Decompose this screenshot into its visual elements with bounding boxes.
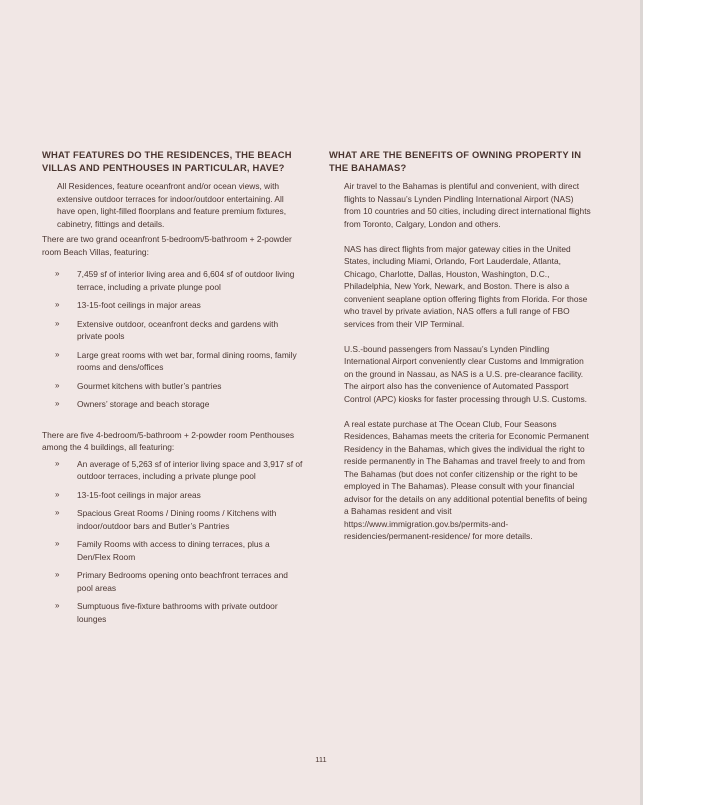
list-item: » Extensive outdoor, oceanfront decks and gardens with private pools (55, 318, 279, 341)
bullet-chevron-icon: » (55, 380, 60, 390)
list-item: » Gourmet kitchens with butler’s pantries (55, 380, 222, 391)
bullet-chevron-icon: » (55, 399, 60, 408)
bullet-chevron-icon: » (55, 508, 60, 517)
bullet-chevron-icon: » (55, 570, 60, 579)
bullet-chevron-icon: » (55, 318, 60, 328)
list-item: » 13-15-foot ceilings in major areas (55, 300, 201, 310)
list-item: » An average of 5,263 sf of interior living space and 3,917 sf of outdoor terraces, including a private plunge pool (55, 458, 303, 481)
page-number: 111 (315, 755, 327, 764)
list-item: » 13-15-foot ceilings in major areas (55, 489, 201, 500)
villas-lead: There are two grand oceanfront 5-bedroom/5-bathroom + 2-powder room Beach Villas, featuring: (42, 234, 292, 257)
residency-paragraph: A real estate purchase at The Ocean Club, Four Seasons Residences, Bahamas meets the criteria for Economic Permanent Residency in the Bahamas, which gives the individual the right to reside permanently in The Bahamas and travel freely to and from The Bahamas (but does not confer citizenship or the right to be employed in The Bahamas). Please consult with your financial advisor for the details on any additional potential benefits of being a Bahamas resident and visit https://www.immigration.gov.bs/permits-and-residencies/permanent-residence/ for more details. (344, 418, 589, 541)
penthouse-bullet-list (42, 458, 304, 626)
customs-paragraph: U.S.-bound passengers from Nassau’s Lynden Pindling International Airport conveniently clear Customs and Immigration on the ground in Nassau, as NAS is a U.S. pre-clearance facility. The airport also has the convenience of Automated Passport Control (APC) kiosks for faster processing through U.S. Customs. (344, 343, 587, 404)
right-column (329, 148, 591, 555)
air-travel-paragraph: Air travel to the Bahamas is plentiful and convenient, with direct flights to Nassau’s Lynden Pindling International Airport (NAS) from 10 countries and 50 cities, including direct international flights from Toronto, Calgary, London and others. (344, 181, 591, 229)
villas-bullet-list (42, 268, 304, 411)
features-heading: WHAT FEATURES DO THE RESIDENCES, THE BEACH VILLAS AND PENTHOUSES IN PARTICULAR, HAVE? (42, 149, 292, 173)
page-edge (640, 0, 643, 805)
list-item: » Owners’ storage and beach storage (55, 399, 210, 409)
list-item: » 7,459 sf of interior living area and 6,604 sf of outdoor living terrace, including a private plunge pool (55, 269, 295, 292)
direct-flights-paragraph: NAS has direct flights from major gateway cities in the United States, including Miami, Orlando, Fort Lauderdale, Atlanta, Chicago, Charlotte, Dallas, Houston, Washington, D.C., Philadelphia, New York, Newark, and Boston. There is also a convenient seaplane option offering flights from Florida. For those who travel by private aviation, NAS offers a full range of FBO services from their VIP Terminal. (344, 243, 588, 329)
benefits-heading: WHAT ARE THE BENEFITS OF OWNING PROPERTY IN THE BAHAMAS? (329, 149, 582, 173)
bullet-chevron-icon: » (55, 300, 60, 309)
bullet-chevron-icon: » (55, 539, 60, 548)
features-intro: All Residences, feature oceanfront and/or ocean views, with extensive outdoor terraces for indoor/outdoor entertaining. All have open, light-filled floorplans and feature premium fixtures, cabinetry, fittings and details. (57, 181, 287, 229)
list-item: » Family Rooms with access to dining terraces, plus a Den/Flex Room (55, 539, 270, 562)
bullet-chevron-icon: » (55, 269, 60, 278)
bullet-chevron-icon: » (55, 349, 60, 359)
bullet-chevron-icon: » (55, 601, 60, 610)
list-item: » Large great rooms with wet bar, formal dining rooms, family rooms and dens/offices (55, 349, 297, 372)
bullet-chevron-icon: » (55, 458, 60, 468)
left-column (42, 148, 304, 631)
list-item: » Spacious Great Rooms / Dining rooms / Kitchens with indoor/outdoor bars and Butler’s Pantries (55, 508, 277, 531)
list-item: » Primary Bedrooms opening onto beachfront terraces and pool areas (55, 570, 288, 593)
bullet-chevron-icon: » (55, 489, 60, 499)
list-item: » Sumptuous five-fixture bathrooms with private outdoor lounges (55, 601, 278, 624)
penthouse-lead: There are five 4-bedroom/5-bathroom + 2-powder room Penthouses among the 4 buildings, all featuring: (42, 429, 295, 452)
